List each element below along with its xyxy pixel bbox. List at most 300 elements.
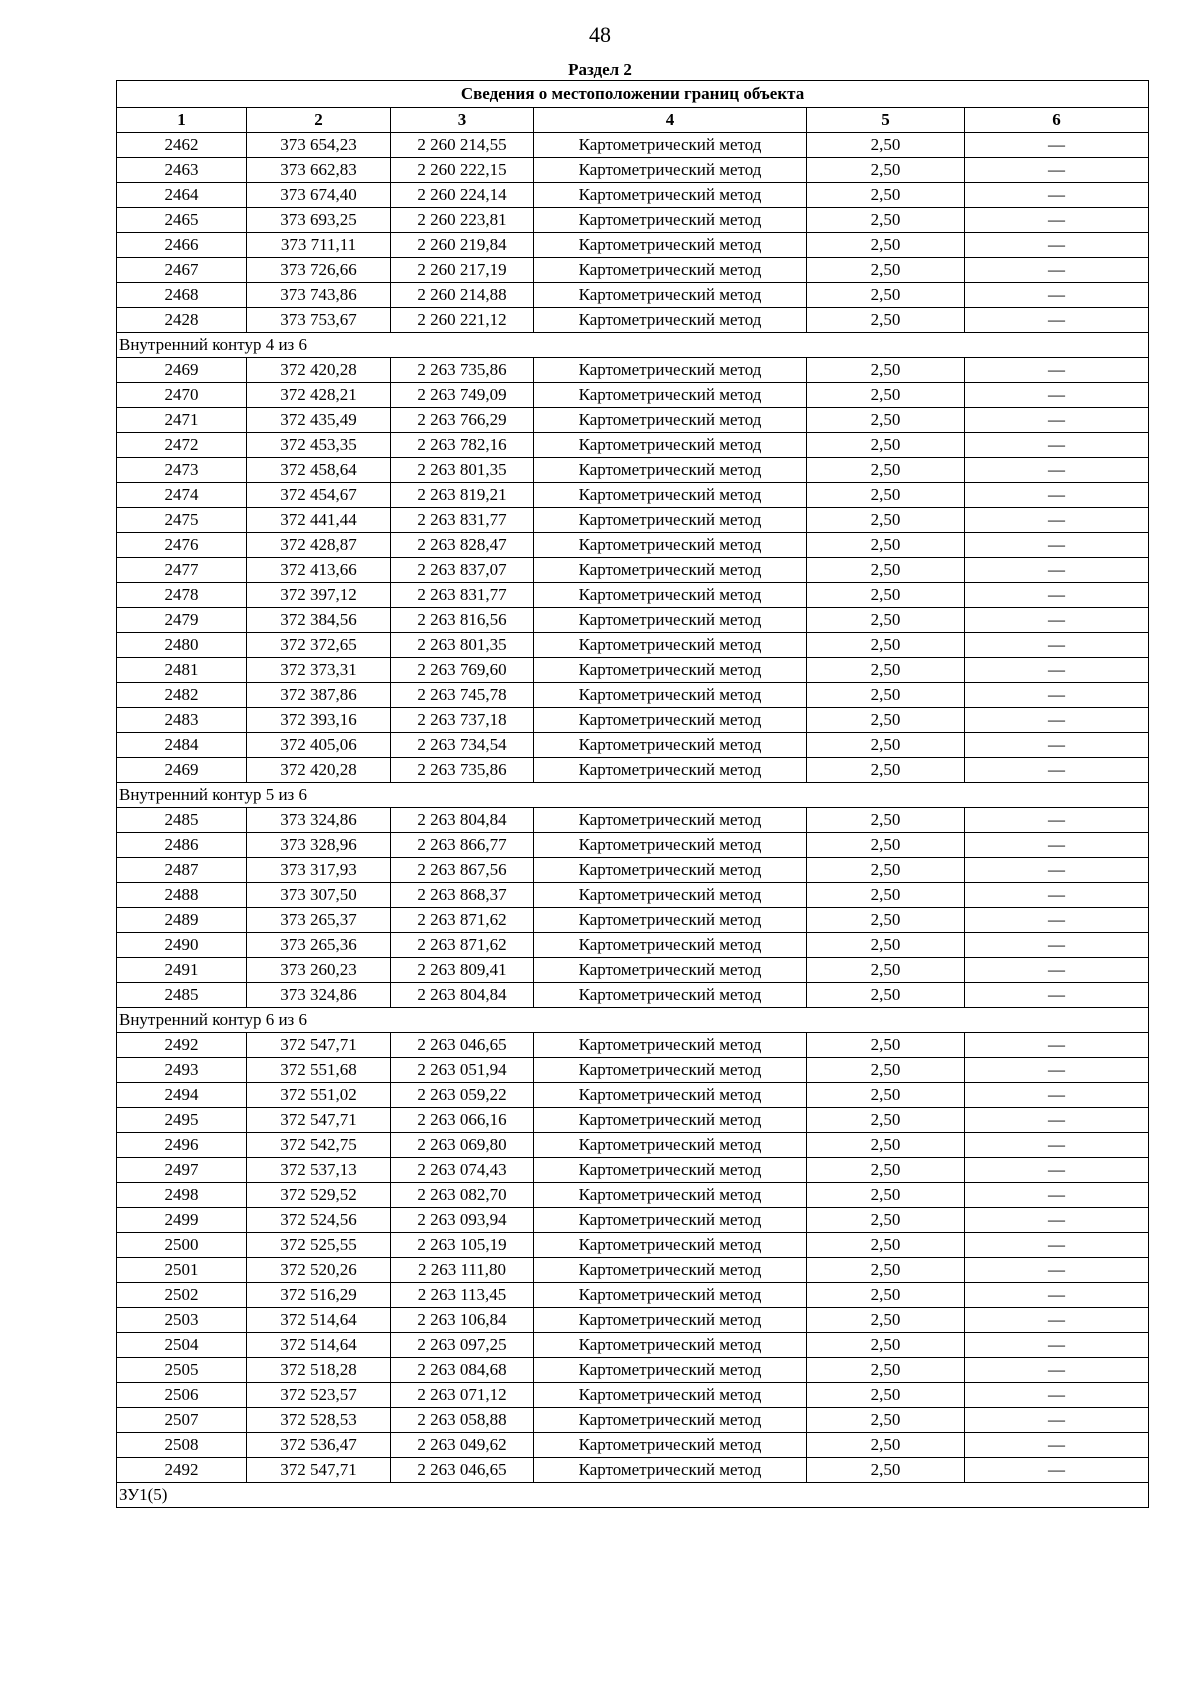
x-coordinate-cell: 372 373,31: [247, 658, 391, 683]
table-row: [117, 708, 1149, 733]
column-number-2: 2: [247, 108, 391, 133]
table-caption: Сведения о местоположении границ объекта: [117, 81, 1149, 108]
y-coordinate-cell: 2 263 867,56: [391, 858, 534, 883]
y-coordinate-cell: 2 263 082,70: [391, 1183, 534, 1208]
x-coordinate-cell: 373 662,83: [247, 158, 391, 183]
point-number-cell: 2481: [117, 658, 247, 683]
x-coordinate-cell: 372 420,28: [247, 358, 391, 383]
column-number-1: 1: [117, 108, 247, 133]
x-coordinate-cell: 373 265,37: [247, 908, 391, 933]
description-cell: —: [965, 483, 1149, 508]
point-number-cell: 2500: [117, 1233, 247, 1258]
description-cell: —: [965, 908, 1149, 933]
column-number-4: 4: [534, 108, 807, 133]
method-cell: Картометрический метод: [534, 233, 807, 258]
description-cell: —: [965, 758, 1149, 783]
table-row: [117, 608, 1149, 633]
table-row: [117, 258, 1149, 283]
table-caption-row: [117, 81, 1149, 108]
y-coordinate-cell: 2 263 093,94: [391, 1208, 534, 1233]
y-coordinate-cell: 2 260 222,15: [391, 158, 534, 183]
description-cell: —: [965, 958, 1149, 983]
point-number-cell: 2505: [117, 1358, 247, 1383]
y-coordinate-cell: 2 263 804,84: [391, 808, 534, 833]
x-coordinate-cell: 372 441,44: [247, 508, 391, 533]
x-coordinate-cell: 372 518,28: [247, 1358, 391, 1383]
method-cell: Картометрический метод: [534, 258, 807, 283]
description-cell: —: [965, 133, 1149, 158]
point-number-cell: 2484: [117, 733, 247, 758]
method-cell: Картометрический метод: [534, 208, 807, 233]
point-number-cell: 2494: [117, 1083, 247, 1108]
y-coordinate-cell: 2 263 066,16: [391, 1108, 534, 1133]
table-row: [117, 958, 1149, 983]
accuracy-cell: 2,50: [807, 1233, 965, 1258]
method-cell: Картометрический метод: [534, 883, 807, 908]
table-row: [117, 908, 1149, 933]
description-cell: —: [965, 1183, 1149, 1208]
y-coordinate-cell: 2 263 737,18: [391, 708, 534, 733]
accuracy-cell: 2,50: [807, 633, 965, 658]
point-number-cell: 2478: [117, 583, 247, 608]
point-number-cell: 2507: [117, 1408, 247, 1433]
table-row: [117, 1158, 1149, 1183]
accuracy-cell: 2,50: [807, 1033, 965, 1058]
description-cell: —: [965, 1308, 1149, 1333]
accuracy-cell: 2,50: [807, 583, 965, 608]
accuracy-cell: 2,50: [807, 883, 965, 908]
table-row: [117, 283, 1149, 308]
x-coordinate-cell: 372 547,71: [247, 1108, 391, 1133]
boundary-coordinates-table: [116, 80, 1149, 1508]
x-coordinate-cell: 372 413,66: [247, 558, 391, 583]
point-number-cell: 2469: [117, 358, 247, 383]
description-cell: —: [965, 933, 1149, 958]
description-cell: —: [965, 583, 1149, 608]
accuracy-cell: 2,50: [807, 758, 965, 783]
x-coordinate-cell: 372 453,35: [247, 433, 391, 458]
point-number-cell: 2467: [117, 258, 247, 283]
x-coordinate-cell: 372 551,68: [247, 1058, 391, 1083]
contour-label: Внутренний контур 6 из 6: [117, 1008, 1149, 1033]
method-cell: Картометрический метод: [534, 1358, 807, 1383]
y-coordinate-cell: 2 260 214,55: [391, 133, 534, 158]
x-coordinate-cell: 373 324,86: [247, 983, 391, 1008]
x-coordinate-cell: 373 674,40: [247, 183, 391, 208]
accuracy-cell: 2,50: [807, 933, 965, 958]
accuracy-cell: 2,50: [807, 958, 965, 983]
x-coordinate-cell: 372 397,12: [247, 583, 391, 608]
y-coordinate-cell: 2 263 051,94: [391, 1058, 534, 1083]
table-row: [117, 558, 1149, 583]
accuracy-cell: 2,50: [807, 558, 965, 583]
table-row: [117, 458, 1149, 483]
description-cell: —: [965, 233, 1149, 258]
method-cell: Картометрический метод: [534, 1183, 807, 1208]
accuracy-cell: 2,50: [807, 258, 965, 283]
contour-label: Внутренний контур 4 из 6: [117, 333, 1149, 358]
method-cell: Картометрический метод: [534, 283, 807, 308]
x-coordinate-cell: 373 654,23: [247, 133, 391, 158]
table-row: [117, 583, 1149, 608]
table-row: [117, 1333, 1149, 1358]
x-coordinate-cell: 373 743,86: [247, 283, 391, 308]
point-number-cell: 2495: [117, 1108, 247, 1133]
description-cell: —: [965, 258, 1149, 283]
y-coordinate-cell: 2 263 801,35: [391, 458, 534, 483]
description-cell: —: [965, 433, 1149, 458]
point-number-cell: 2480: [117, 633, 247, 658]
section-title: Раздел 2: [568, 60, 632, 79]
point-number-cell: 2493: [117, 1058, 247, 1083]
x-coordinate-cell: 373 260,23: [247, 958, 391, 983]
description-cell: —: [965, 283, 1149, 308]
table-row: [117, 183, 1149, 208]
method-cell: Картометрический метод: [534, 933, 807, 958]
y-coordinate-cell: 2 263 871,62: [391, 933, 534, 958]
y-coordinate-cell: 2 263 735,86: [391, 358, 534, 383]
y-coordinate-cell: 2 260 223,81: [391, 208, 534, 233]
x-coordinate-cell: 372 384,56: [247, 608, 391, 633]
accuracy-cell: 2,50: [807, 1108, 965, 1133]
description-cell: —: [965, 1433, 1149, 1458]
y-coordinate-cell: 2 263 816,56: [391, 608, 534, 633]
y-coordinate-cell: 2 263 831,77: [391, 583, 534, 608]
y-coordinate-cell: 2 263 105,19: [391, 1233, 534, 1258]
description-cell: —: [965, 1083, 1149, 1108]
accuracy-cell: 2,50: [807, 308, 965, 333]
table-row: [117, 483, 1149, 508]
table-row: [117, 1383, 1149, 1408]
y-coordinate-cell: 2 263 097,25: [391, 1333, 534, 1358]
method-cell: Картометрический метод: [534, 1033, 807, 1058]
description-cell: —: [965, 1408, 1149, 1433]
y-coordinate-cell: 2 263 046,65: [391, 1458, 534, 1483]
method-cell: Картометрический метод: [534, 1208, 807, 1233]
y-coordinate-cell: 2 260 214,88: [391, 283, 534, 308]
description-cell: —: [965, 1058, 1149, 1083]
point-number-cell: 2469: [117, 758, 247, 783]
method-cell: Картометрический метод: [534, 733, 807, 758]
y-coordinate-cell: 2 263 113,45: [391, 1283, 534, 1308]
description-cell: —: [965, 1133, 1149, 1158]
accuracy-cell: 2,50: [807, 658, 965, 683]
method-cell: Картометрический метод: [534, 133, 807, 158]
description-cell: —: [965, 633, 1149, 658]
y-coordinate-cell: 2 263 074,43: [391, 1158, 534, 1183]
accuracy-cell: 2,50: [807, 808, 965, 833]
description-cell: —: [965, 308, 1149, 333]
column-number-3: 3: [391, 108, 534, 133]
x-coordinate-cell: 372 387,86: [247, 683, 391, 708]
point-number-cell: 2496: [117, 1133, 247, 1158]
table-body: [117, 133, 1149, 1508]
method-cell: Картометрический метод: [534, 758, 807, 783]
x-coordinate-cell: 372 435,49: [247, 408, 391, 433]
contour-label-row: [117, 333, 1149, 358]
point-number-cell: 2465: [117, 208, 247, 233]
table-row: [117, 158, 1149, 183]
method-cell: Картометрический метод: [534, 633, 807, 658]
accuracy-cell: 2,50: [807, 1058, 965, 1083]
accuracy-cell: 2,50: [807, 1433, 965, 1458]
description-cell: —: [965, 733, 1149, 758]
y-coordinate-cell: 2 263 809,41: [391, 958, 534, 983]
description-cell: —: [965, 508, 1149, 533]
point-number-cell: 2492: [117, 1033, 247, 1058]
x-coordinate-cell: 372 528,53: [247, 1408, 391, 1433]
method-cell: Картометрический метод: [534, 1333, 807, 1358]
y-coordinate-cell: 2 263 046,65: [391, 1033, 534, 1058]
x-coordinate-cell: 373 693,25: [247, 208, 391, 233]
accuracy-cell: 2,50: [807, 1383, 965, 1408]
accuracy-cell: 2,50: [807, 1083, 965, 1108]
x-coordinate-cell: 372 454,67: [247, 483, 391, 508]
y-coordinate-cell: 2 263 069,80: [391, 1133, 534, 1158]
method-cell: Картометрический метод: [534, 658, 807, 683]
point-number-cell: 2508: [117, 1433, 247, 1458]
table-row: [117, 1258, 1149, 1283]
table-row: [117, 1108, 1149, 1133]
page-number: 48: [589, 22, 611, 47]
y-coordinate-cell: 2 260 219,84: [391, 233, 534, 258]
table-row: [117, 408, 1149, 433]
point-number-cell: 2466: [117, 233, 247, 258]
table-row: [117, 533, 1149, 558]
table-row: [117, 233, 1149, 258]
accuracy-cell: 2,50: [807, 1333, 965, 1358]
x-coordinate-cell: 372 516,29: [247, 1283, 391, 1308]
y-coordinate-cell: 2 260 217,19: [391, 258, 534, 283]
point-number-cell: 2482: [117, 683, 247, 708]
y-coordinate-cell: 2 263 804,84: [391, 983, 534, 1008]
description-cell: —: [965, 1208, 1149, 1233]
accuracy-cell: 2,50: [807, 1258, 965, 1283]
description-cell: —: [965, 1383, 1149, 1408]
point-number-cell: 2475: [117, 508, 247, 533]
description-cell: —: [965, 1033, 1149, 1058]
point-number-cell: 2477: [117, 558, 247, 583]
method-cell: Картометрический метод: [534, 808, 807, 833]
point-number-cell: 2463: [117, 158, 247, 183]
table-row: [117, 833, 1149, 858]
accuracy-cell: 2,50: [807, 1183, 965, 1208]
x-coordinate-cell: 372 551,02: [247, 1083, 391, 1108]
x-coordinate-cell: 373 324,86: [247, 808, 391, 833]
y-coordinate-cell: 2 263 782,16: [391, 433, 534, 458]
accuracy-cell: 2,50: [807, 358, 965, 383]
y-coordinate-cell: 2 263 868,37: [391, 883, 534, 908]
point-number-cell: 2464: [117, 183, 247, 208]
point-number-cell: 2486: [117, 833, 247, 858]
table-row: [117, 508, 1149, 533]
point-number-cell: 2497: [117, 1158, 247, 1183]
description-cell: —: [965, 208, 1149, 233]
accuracy-cell: 2,50: [807, 1358, 965, 1383]
y-coordinate-cell: 2 263 831,77: [391, 508, 534, 533]
table-row: [117, 883, 1149, 908]
y-coordinate-cell: 2 263 111,80: [391, 1258, 534, 1283]
y-coordinate-cell: 2 263 769,60: [391, 658, 534, 683]
point-number-cell: 2488: [117, 883, 247, 908]
accuracy-cell: 2,50: [807, 858, 965, 883]
accuracy-cell: 2,50: [807, 433, 965, 458]
y-coordinate-cell: 2 263 828,47: [391, 533, 534, 558]
point-number-cell: 2487: [117, 858, 247, 883]
table-row: [117, 433, 1149, 458]
point-number-cell: 2490: [117, 933, 247, 958]
table-row: [117, 1183, 1149, 1208]
method-cell: Картометрический метод: [534, 1233, 807, 1258]
method-cell: Картометрический метод: [534, 1308, 807, 1333]
table-row: [117, 308, 1149, 333]
method-cell: Картометрический метод: [534, 1433, 807, 1458]
y-coordinate-cell: 2 263 745,78: [391, 683, 534, 708]
table-row: [117, 133, 1149, 158]
description-cell: —: [965, 183, 1149, 208]
accuracy-cell: 2,50: [807, 233, 965, 258]
column-number-6: 6: [965, 108, 1149, 133]
accuracy-cell: 2,50: [807, 833, 965, 858]
accuracy-cell: 2,50: [807, 133, 965, 158]
point-number-cell: 2428: [117, 308, 247, 333]
method-cell: Картометрический метод: [534, 458, 807, 483]
point-number-cell: 2485: [117, 983, 247, 1008]
x-coordinate-cell: 373 711,11: [247, 233, 391, 258]
table-row: [117, 1233, 1149, 1258]
x-coordinate-cell: 372 529,52: [247, 1183, 391, 1208]
method-cell: Картометрический метод: [534, 1383, 807, 1408]
method-cell: Картометрический метод: [534, 908, 807, 933]
accuracy-cell: 2,50: [807, 733, 965, 758]
accuracy-cell: 2,50: [807, 908, 965, 933]
x-coordinate-cell: 372 547,71: [247, 1458, 391, 1483]
accuracy-cell: 2,50: [807, 208, 965, 233]
contour-label: Внутренний контур 5 из 6: [117, 783, 1149, 808]
contour-label-row: [117, 783, 1149, 808]
y-coordinate-cell: 2 263 059,22: [391, 1083, 534, 1108]
x-coordinate-cell: 372 514,64: [247, 1333, 391, 1358]
accuracy-cell: 2,50: [807, 183, 965, 208]
table-row: [117, 1033, 1149, 1058]
point-number-cell: 2474: [117, 483, 247, 508]
description-cell: —: [965, 1358, 1149, 1383]
x-coordinate-cell: 372 542,75: [247, 1133, 391, 1158]
method-cell: Картометрический метод: [534, 1258, 807, 1283]
x-coordinate-cell: 372 458,64: [247, 458, 391, 483]
method-cell: Картометрический метод: [534, 408, 807, 433]
column-number-5: 5: [807, 108, 965, 133]
method-cell: Картометрический метод: [534, 308, 807, 333]
x-coordinate-cell: 373 307,50: [247, 883, 391, 908]
method-cell: Картометрический метод: [534, 183, 807, 208]
description-cell: —: [965, 1333, 1149, 1358]
table-row: [117, 1208, 1149, 1233]
table-row: [117, 358, 1149, 383]
method-cell: Картометрический метод: [534, 558, 807, 583]
point-number-cell: 2473: [117, 458, 247, 483]
x-coordinate-cell: 372 547,71: [247, 1033, 391, 1058]
method-cell: Картометрический метод: [534, 1083, 807, 1108]
y-coordinate-cell: 2 260 221,12: [391, 308, 534, 333]
method-cell: Картометрический метод: [534, 533, 807, 558]
point-number-cell: 2498: [117, 1183, 247, 1208]
accuracy-cell: 2,50: [807, 683, 965, 708]
description-cell: —: [965, 858, 1149, 883]
point-number-cell: 2492: [117, 1458, 247, 1483]
method-cell: Картометрический метод: [534, 683, 807, 708]
description-cell: —: [965, 558, 1149, 583]
point-number-cell: 2479: [117, 608, 247, 633]
y-coordinate-cell: 2 263 049,62: [391, 1433, 534, 1458]
y-coordinate-cell: 2 263 106,84: [391, 1308, 534, 1333]
method-cell: Картометрический метод: [534, 1133, 807, 1158]
y-coordinate-cell: 2 263 084,68: [391, 1358, 534, 1383]
description-cell: —: [965, 658, 1149, 683]
description-cell: —: [965, 158, 1149, 183]
method-cell: Картометрический метод: [534, 708, 807, 733]
x-coordinate-cell: 372 372,65: [247, 633, 391, 658]
x-coordinate-cell: 372 405,06: [247, 733, 391, 758]
y-coordinate-cell: 2 263 801,35: [391, 633, 534, 658]
contour-label-row: [117, 1008, 1149, 1033]
accuracy-cell: 2,50: [807, 1458, 965, 1483]
table-row: [117, 633, 1149, 658]
y-coordinate-cell: 2 263 734,54: [391, 733, 534, 758]
accuracy-cell: 2,50: [807, 1283, 965, 1308]
y-coordinate-cell: 2 263 837,07: [391, 558, 534, 583]
y-coordinate-cell: 2 260 224,14: [391, 183, 534, 208]
y-coordinate-cell: 2 263 735,86: [391, 758, 534, 783]
x-coordinate-cell: 372 514,64: [247, 1308, 391, 1333]
table-row: [117, 933, 1149, 958]
point-number-cell: 2501: [117, 1258, 247, 1283]
y-coordinate-cell: 2 263 819,21: [391, 483, 534, 508]
description-cell: —: [965, 358, 1149, 383]
description-cell: —: [965, 533, 1149, 558]
method-cell: Картометрический метод: [534, 1458, 807, 1483]
method-cell: Картометрический метод: [534, 1408, 807, 1433]
x-coordinate-cell: 372 393,16: [247, 708, 391, 733]
description-cell: —: [965, 1458, 1149, 1483]
accuracy-cell: 2,50: [807, 458, 965, 483]
table-row: [117, 808, 1149, 833]
method-cell: Картометрический метод: [534, 833, 807, 858]
method-cell: Картометрический метод: [534, 483, 807, 508]
table-row: [117, 758, 1149, 783]
table-row: [117, 1283, 1149, 1308]
point-number-cell: 2462: [117, 133, 247, 158]
method-cell: Картометрический метод: [534, 1283, 807, 1308]
table-row: [117, 1458, 1149, 1483]
table-row: [117, 733, 1149, 758]
x-coordinate-cell: 372 523,57: [247, 1383, 391, 1408]
description-cell: —: [965, 883, 1149, 908]
table-row: [117, 983, 1149, 1008]
accuracy-cell: 2,50: [807, 1158, 965, 1183]
x-coordinate-cell: 372 537,13: [247, 1158, 391, 1183]
description-cell: —: [965, 708, 1149, 733]
x-coordinate-cell: 373 328,96: [247, 833, 391, 858]
y-coordinate-cell: 2 263 766,29: [391, 408, 534, 433]
accuracy-cell: 2,50: [807, 383, 965, 408]
x-coordinate-cell: 373 753,67: [247, 308, 391, 333]
description-cell: —: [965, 1258, 1149, 1283]
point-number-cell: 2489: [117, 908, 247, 933]
method-cell: Картометрический метод: [534, 983, 807, 1008]
table-row: [117, 1408, 1149, 1433]
x-coordinate-cell: 372 524,56: [247, 1208, 391, 1233]
